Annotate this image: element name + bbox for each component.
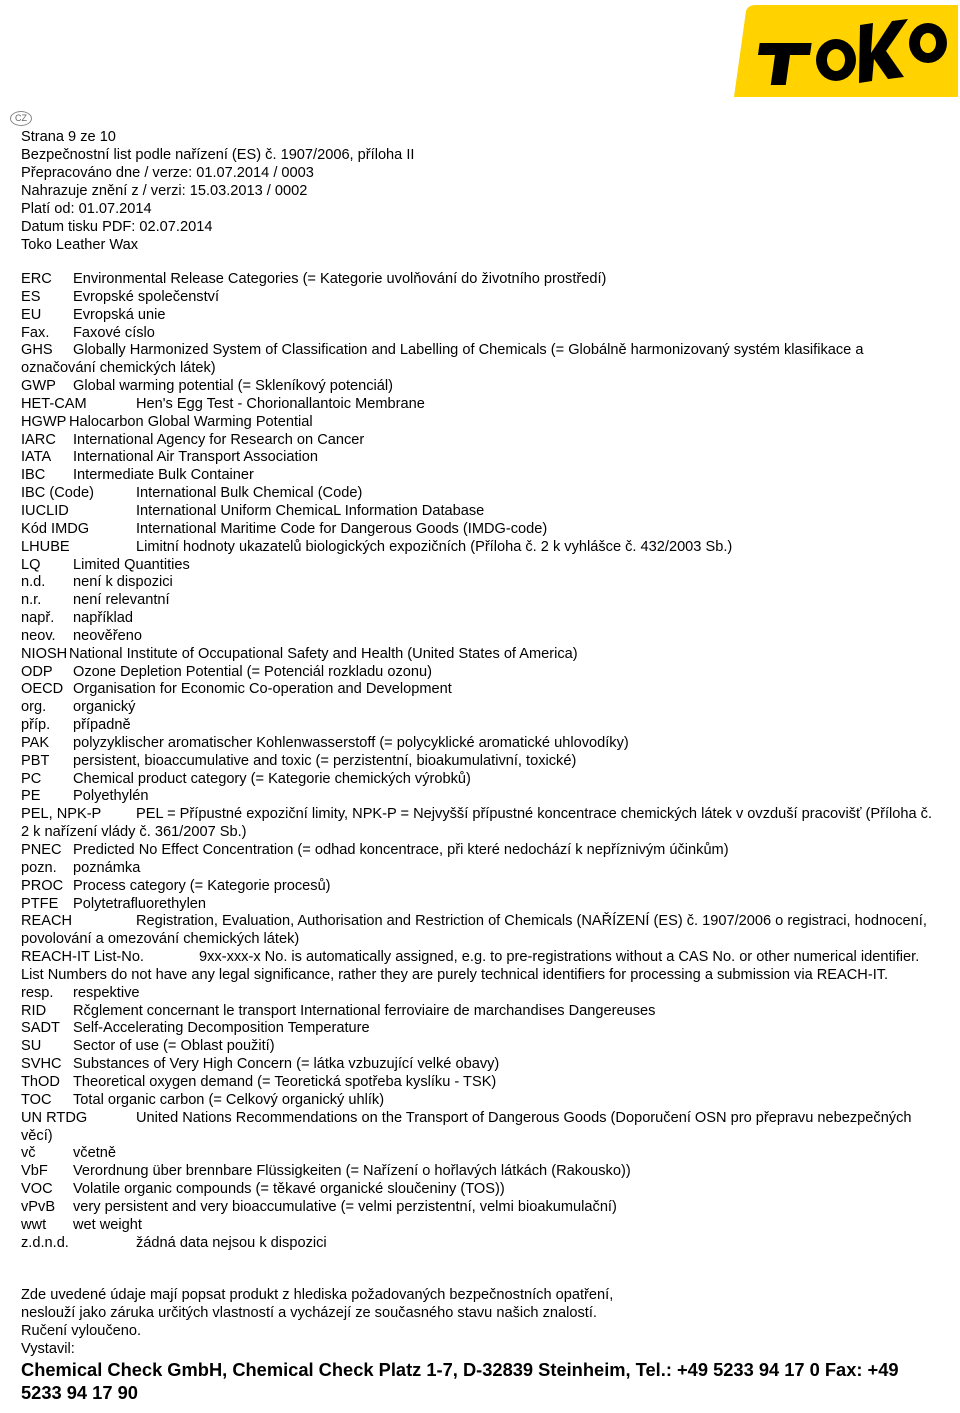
abbreviation-term: IUCLID — [21, 502, 69, 519]
abbreviation-row — [21, 449, 941, 467]
language-badge: CZ — [10, 111, 32, 126]
abbreviation-definition: Limitní hodnoty ukazatelů biologických expozičních (Příloha č. 2 k vyhlášce č. 432/2003 Sb.) — [136, 538, 733, 555]
abbreviation-row — [21, 378, 941, 396]
abbreviation-term: EU — [21, 306, 42, 323]
abbreviation-term: wwt — [21, 1216, 47, 1233]
abbreviations-list — [21, 271, 941, 1252]
abbreviation-term: Fax. — [21, 324, 50, 341]
toko-logo — [720, 5, 958, 97]
abbreviation-definition: Evropské společenství — [73, 288, 220, 305]
abbreviation-term: Kód IMDG — [21, 520, 90, 537]
abbreviation-definition: polyzyklischer aromatischer Kohlenwasserstoff (= polycyklické aromatické uhlovodíky) — [73, 734, 629, 751]
abbreviation-row — [21, 646, 941, 664]
abbreviation-row — [21, 1056, 941, 1074]
abbreviation-definition: International Uniform ChemicaL Information Database — [136, 502, 485, 519]
abbreviation-term: HET-CAM — [21, 395, 87, 412]
product-name: Toko Leather Wax — [21, 237, 139, 253]
issuer-info: Chemical Check GmbH, Chemical Check Platz 1-7, D-32839 Steinheim, Tel.: +49 5233 94 17 0 Fax: +49 5233 94 17 90 — [21, 1359, 899, 1403]
disclaimer-line-1: Zde uvedené údaje mají popsat produkt z hlediska požadovaných bezpečnostních opatření, — [21, 1287, 614, 1303]
abbreviation-row — [21, 1217, 941, 1235]
abbreviation-definition: Faxové císlo — [73, 324, 155, 341]
abbreviation-term: PE — [21, 788, 41, 805]
abbreviation-term: PTFE — [21, 895, 59, 912]
abbreviation-term: SVHC — [21, 1056, 62, 1073]
abbreviation-term: PNEC — [21, 842, 62, 858]
abbreviation-definition: žádná data nejsou k dispozici — [136, 1234, 327, 1251]
abbreviation-definition: persistent, bioaccumulative and toxic (= perzistentní, bioakumulativní, toxické) — [73, 752, 577, 769]
abbreviation-row — [21, 557, 941, 575]
abbreviation-definition: Polyethylén — [73, 788, 149, 805]
abbreviation-term: ODP — [21, 663, 53, 680]
abbreviation-definition: Ozone Depletion Potential (= Potenciál rozkladu ozonu) — [73, 663, 432, 680]
abbreviation-row — [21, 574, 941, 592]
abbreviation-row — [21, 414, 941, 432]
abbreviation-term: RID — [21, 1002, 47, 1019]
abbreviation-term: IATA — [21, 449, 52, 466]
abbreviation-definition: neověřeno — [73, 627, 142, 644]
abbreviation-row — [21, 753, 941, 771]
abbreviation-definition: Global warming potential (= Skleníkový potenciál) — [73, 378, 394, 395]
abbreviation-row — [21, 1003, 941, 1021]
abbreviation-term: SU — [21, 1038, 42, 1055]
abbreviation-definition: Predicted No Effect Concentration (= odhad koncentrace, při které nedochází k nepříznivým účinkům) — [73, 842, 729, 858]
abbreviation-term: SADT — [21, 1020, 60, 1037]
abbreviation-term: REACH — [21, 913, 73, 930]
abbreviation-row — [21, 735, 941, 753]
abbreviation-row — [21, 1020, 941, 1038]
abbreviation-definition: United Nations Recommendations on the Transport of Dangerous Goods (Doporučení OSN pro přepravu nebezpečných věcí) — [21, 1109, 912, 1144]
abbreviation-term: PROC — [21, 877, 64, 894]
abbreviation-term: vPvB — [21, 1198, 56, 1215]
abbreviation-row — [21, 1092, 941, 1110]
abbreviation-term: LQ — [21, 556, 41, 573]
abbreviation-term: PAK — [21, 734, 50, 751]
abbreviation-row — [21, 896, 941, 914]
abbreviation-definition: Halocarbon Global Warming Potential — [69, 413, 313, 430]
replaces-line: Nahrazuje znění z / verzi: 15.03.2013 / 0002 — [21, 183, 308, 199]
abbreviation-definition: PEL = Přípustné expoziční limity, NPK-P = Nejvyšší přípustné koncentrace chemických látek v ovzduší pracovišť (Příloha č. 2 k nařízení vlády č. 361/2007 Sb.) — [21, 806, 933, 841]
abbreviation-row — [21, 1235, 941, 1253]
abbreviation-definition: Evropská unie — [73, 306, 166, 323]
abbreviation-row — [21, 1038, 941, 1056]
abbreviation-definition: není k dispozici — [73, 574, 173, 591]
abbreviation-definition: případně — [73, 717, 131, 734]
abbreviation-definition: Organisation for Economic Co-operation and Development — [73, 681, 452, 698]
abbreviation-definition: Volatile organic compounds (= těkavé organické sloučeniny (TOS)) — [73, 1181, 505, 1198]
abbreviation-definition: včetně — [73, 1145, 116, 1162]
abbreviation-row — [21, 539, 941, 557]
abbreviation-definition: Sector of use (= Oblast použití) — [73, 1038, 275, 1055]
abbreviation-definition: Theoretical oxygen demand (= Teoretická spotřeba kyslíku - TSK) — [73, 1073, 497, 1090]
abbreviation-term: GWP — [21, 378, 56, 395]
abbreviation-row — [21, 664, 941, 682]
abbreviation-definition: poznámka — [73, 859, 141, 876]
abbreviation-row — [21, 1163, 941, 1181]
abbreviation-term: PC — [21, 770, 42, 787]
abbreviation-term: z.d.n.d. — [21, 1234, 69, 1251]
abbreviation-term: ES — [21, 288, 41, 305]
abbreviation-row — [21, 485, 941, 503]
abbreviation-row — [21, 1199, 941, 1217]
abbreviation-definition: International Air Transport Association — [73, 449, 318, 466]
abbreviation-term: PEL, NPK-P — [21, 806, 102, 823]
abbreviation-row — [21, 681, 941, 699]
abbreviation-row — [21, 1074, 941, 1092]
abbreviation-row — [21, 985, 941, 1003]
abbreviation-definition: Registration, Evaluation, Authorisation and Restriction of Chemicals (NAŘÍZENÍ (ES) č. 1907/2006 o registraci, hodnocení, povolování a omezování chemických látek) — [21, 913, 927, 948]
abbreviation-row — [21, 503, 941, 521]
abbreviation-definition: International Agency for Research on Cancer — [73, 431, 365, 448]
abbreviation-definition: organický — [73, 699, 136, 716]
abbreviation-row — [21, 806, 941, 842]
abbreviation-term: IBC (Code) — [21, 485, 94, 502]
abbreviation-row — [21, 610, 941, 628]
abbreviation-term: ThOD — [21, 1073, 60, 1090]
abbreviation-term: HGWP — [21, 413, 67, 430]
valid-from-line: Platí od: 01.07.2014 — [21, 201, 152, 217]
abbreviation-term: resp. — [21, 984, 54, 1001]
abbreviation-row — [21, 913, 941, 949]
abbreviation-row — [21, 467, 941, 485]
abbreviation-term: PBT — [21, 752, 50, 769]
abbreviation-term: GHS — [21, 342, 53, 359]
abbreviation-row — [21, 342, 941, 378]
abbreviation-term: TOC — [21, 1091, 52, 1108]
abbreviation-row — [21, 788, 941, 806]
document-footer — [21, 1286, 941, 1404]
abbreviation-definition: Globally Harmonized System of Classification and Labelling of Chemicals (= Globálně harmonizovaný systém klasifikace a označování chemických látek) — [21, 342, 864, 377]
abbreviation-row — [21, 521, 941, 539]
abbreviation-row — [21, 289, 941, 307]
abbreviation-row — [21, 878, 941, 896]
abbreviation-row — [21, 271, 941, 289]
abbreviation-definition: Rčglement concernant le transport International ferroviaire de marchandises Dangereuses — [73, 1002, 656, 1019]
revision-line: Přepracováno dne / verze: 01.07.2014 / 0003 — [21, 165, 314, 181]
abbreviation-definition: Total organic carbon (= Celkový organický uhlík) — [73, 1091, 385, 1108]
abbreviation-term: IARC — [21, 431, 56, 448]
issued-by-label: Vystavil: — [21, 1341, 75, 1357]
abbreviation-row — [21, 699, 941, 717]
abbreviation-term: n.d. — [21, 574, 46, 591]
abbreviation-term: ERC — [21, 271, 52, 287]
abbreviation-row — [21, 1181, 941, 1199]
abbreviation-term: LHUBE — [21, 538, 70, 555]
abbreviation-definition: například — [73, 610, 134, 627]
print-date-line: Datum tisku PDF: 02.07.2014 — [21, 219, 213, 235]
abbreviation-definition: není relevantní — [73, 592, 170, 609]
abbreviation-definition: respektive — [73, 984, 140, 1001]
abbreviation-definition: Intermediate Bulk Container — [73, 467, 254, 484]
abbreviation-row — [21, 771, 941, 789]
abbreviation-term: NIOSH — [21, 645, 68, 662]
abbreviation-term: n.r. — [21, 592, 42, 609]
abbreviation-row — [21, 949, 941, 985]
abbreviation-term: IBC — [21, 467, 46, 484]
abbreviation-term: VOC — [21, 1181, 53, 1198]
abbreviation-definition: Environmental Release Categories (= Kategorie uvolňování do životního prostředí) — [73, 271, 607, 287]
page-number: Strana 9 ze 10 — [21, 129, 116, 145]
abbreviation-definition: very persistent and very bioaccumulative (= velmi perzistentní, velmi bioakumulační) — [73, 1198, 617, 1215]
abbreviation-definition: 9xx-xxx-x No. is automatically assigned, e.g. to pre-registrations without a CAS No. or other numerical identifier. List Numbers do not have any legal significance, rather they are purely technical identifiers for processing a submission via REACH-IT. — [21, 949, 920, 983]
abbreviation-definition: National Institute of Occupational Safety and Health (United States of America) — [69, 645, 578, 662]
abbreviation-definition: wet weight — [73, 1216, 142, 1233]
abbreviation-row — [21, 432, 941, 450]
abbreviation-term: REACH-IT List-No. — [21, 949, 144, 966]
document-header — [21, 128, 414, 254]
abbreviation-definition: Self-Accelerating Decomposition Temperature — [73, 1020, 370, 1037]
abbreviation-row — [21, 592, 941, 610]
regulation-line: Bezpečnostní list podle nařízení (ES) č. 1907/2006, příloha II — [21, 147, 415, 163]
abbreviation-definition: Chemical product category (= Kategorie chemických výrobků) — [73, 770, 471, 787]
abbreviation-row — [21, 325, 941, 343]
liability-line: Ručení vyloučeno. — [21, 1323, 142, 1339]
abbreviation-term: org. — [21, 699, 47, 716]
abbreviation-term: neov. — [21, 627, 56, 644]
abbreviation-definition: Verordnung über brennbare Flüssigkeiten (= Nařízení o hořlavých látkách (Rakousko)) — [73, 1163, 631, 1180]
abbreviation-definition: Limited Quantities — [73, 556, 190, 573]
abbreviation-definition: Substances of Very High Concern (= látka vzbuzující velké obavy) — [73, 1056, 500, 1073]
abbreviation-definition: International Bulk Chemical (Code) — [136, 485, 363, 502]
abbreviation-row — [21, 628, 941, 646]
abbreviation-row — [21, 860, 941, 878]
abbreviation-definition: Hen's Egg Test - Chorionallantoic Membrane — [136, 395, 425, 412]
abbreviation-row — [21, 717, 941, 735]
abbreviation-row — [21, 842, 941, 860]
abbreviation-term: pozn. — [21, 859, 57, 876]
abbreviation-term: např. — [21, 610, 55, 627]
abbreviation-term: vč — [21, 1145, 36, 1162]
abbreviation-definition: Process category (= Kategorie procesů) — [73, 877, 331, 894]
abbreviation-term: UN RTDG — [21, 1109, 88, 1126]
abbreviation-definition: International Maritime Code for Dangerous Goods (IMDG-code) — [136, 520, 548, 537]
abbreviation-row — [21, 396, 941, 414]
abbreviation-term: OECD — [21, 681, 64, 698]
abbreviation-row — [21, 307, 941, 325]
abbreviation-row — [21, 1145, 941, 1163]
abbreviation-term: VbF — [21, 1163, 48, 1180]
abbreviation-row — [21, 1110, 941, 1146]
disclaimer-line-2: neslouží jako záruka určitých vlastností a vycházejí ze současného stavu našich znalostí. — [21, 1305, 597, 1321]
abbreviation-term: příp. — [21, 717, 51, 734]
abbreviation-definition: Polytetrafluorethylen — [73, 895, 207, 912]
